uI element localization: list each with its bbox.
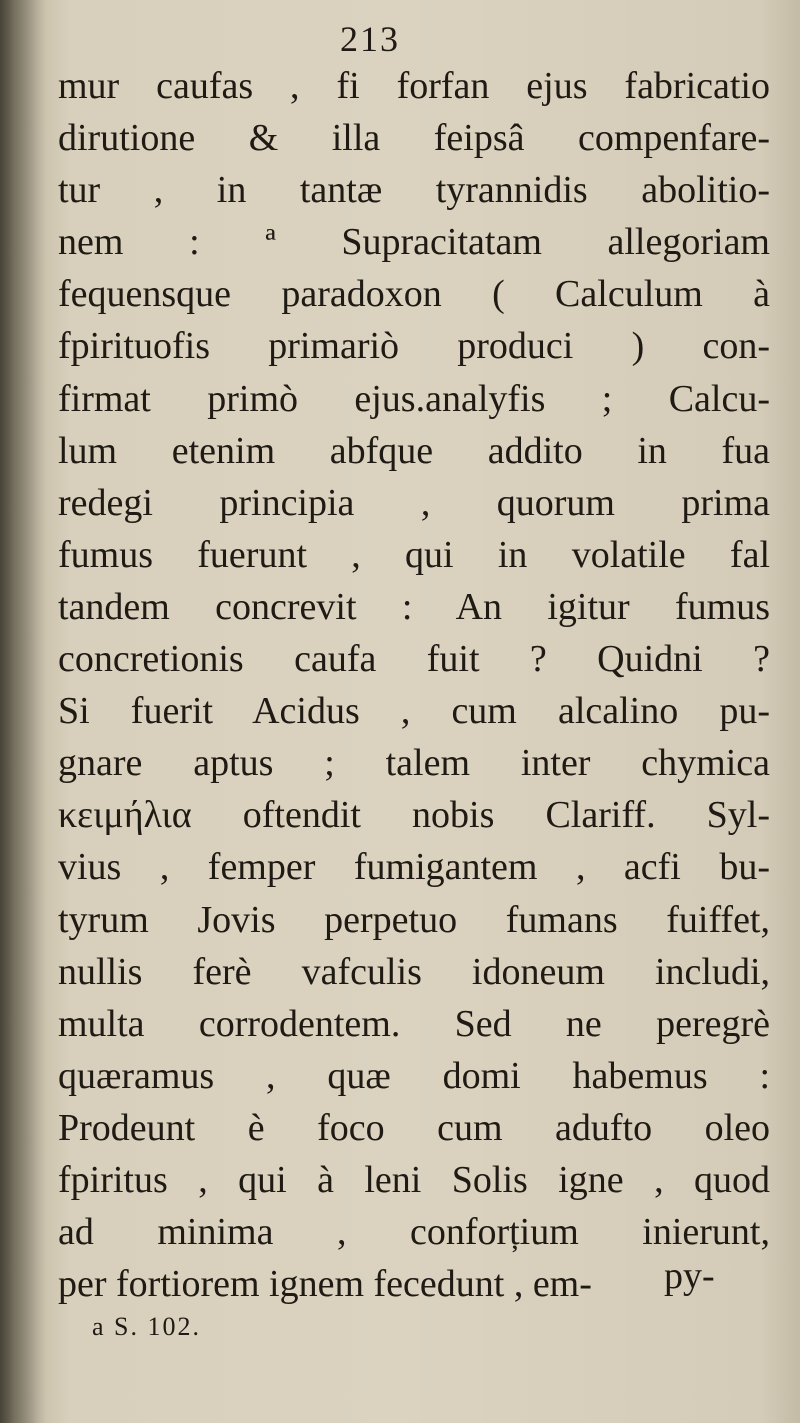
binding-gutter-shadow	[0, 0, 46, 1423]
text-line: mur caufas , fi forfan ejus fabricatio	[58, 65, 770, 107]
text-line: firmat primò ejus.analyfis ; Calcu-	[58, 377, 770, 420]
text-line: tur , in tantæ tyrannidis abolitio-	[58, 169, 770, 212]
text-line: fpirituofis primariò produci ) con-	[58, 325, 770, 368]
text-line: lum etenim abfque addito in fua	[58, 429, 770, 472]
text-line: tandem concrevit : An igitur fumus	[58, 585, 770, 628]
page-number: 213	[340, 19, 400, 59]
text-line: Si fuerit Acidus , cum alcalino pu-	[58, 690, 770, 733]
text-line: tyrum Jovis perpetuo fumans fuiffet,	[58, 898, 770, 941]
text-line: fumus fuerunt , qui in volatile fal	[58, 533, 770, 576]
text-line: Prodeunt è foco cum adufto oleo	[58, 1106, 770, 1149]
text-line: quæramus , quæ domi habemus :	[58, 1054, 770, 1097]
text-line: nem : ª Supracitatam allegoriam	[58, 221, 770, 264]
text-line: redegi principia , quorum prima	[58, 481, 770, 524]
text-line: per fortiorem ignem fecedunt , em-	[58, 1263, 592, 1306]
footnote-signature: a S. 102.	[92, 1312, 201, 1341]
text-line: κειμήλια oftendit nobis Clariff. Syl-	[58, 794, 770, 837]
text-line: multa corrodentem. Sed ne peregrè	[58, 1002, 770, 1045]
text-line: gnare aptus ; talem inter chymica	[58, 742, 770, 785]
text-line: nullis ferè vafculis idoneum includi,	[58, 950, 770, 993]
catchword: py-	[664, 1255, 715, 1297]
text-line: fpiritus , qui à leni Solis igne , quod	[58, 1158, 770, 1201]
text-line: vius , femper fumigantem , acfi bu-	[58, 846, 770, 889]
text-line: fequensque paradoxon ( Calculum à	[58, 273, 770, 316]
text-line: ad minima , conforțium inierunt,	[58, 1211, 770, 1254]
text-line: concretionis caufa fuit ? Quidni ?	[58, 638, 770, 681]
text-block	[58, 60, 770, 1310]
text-line: dirutione & illa feipsâ compenfare-	[58, 117, 770, 160]
